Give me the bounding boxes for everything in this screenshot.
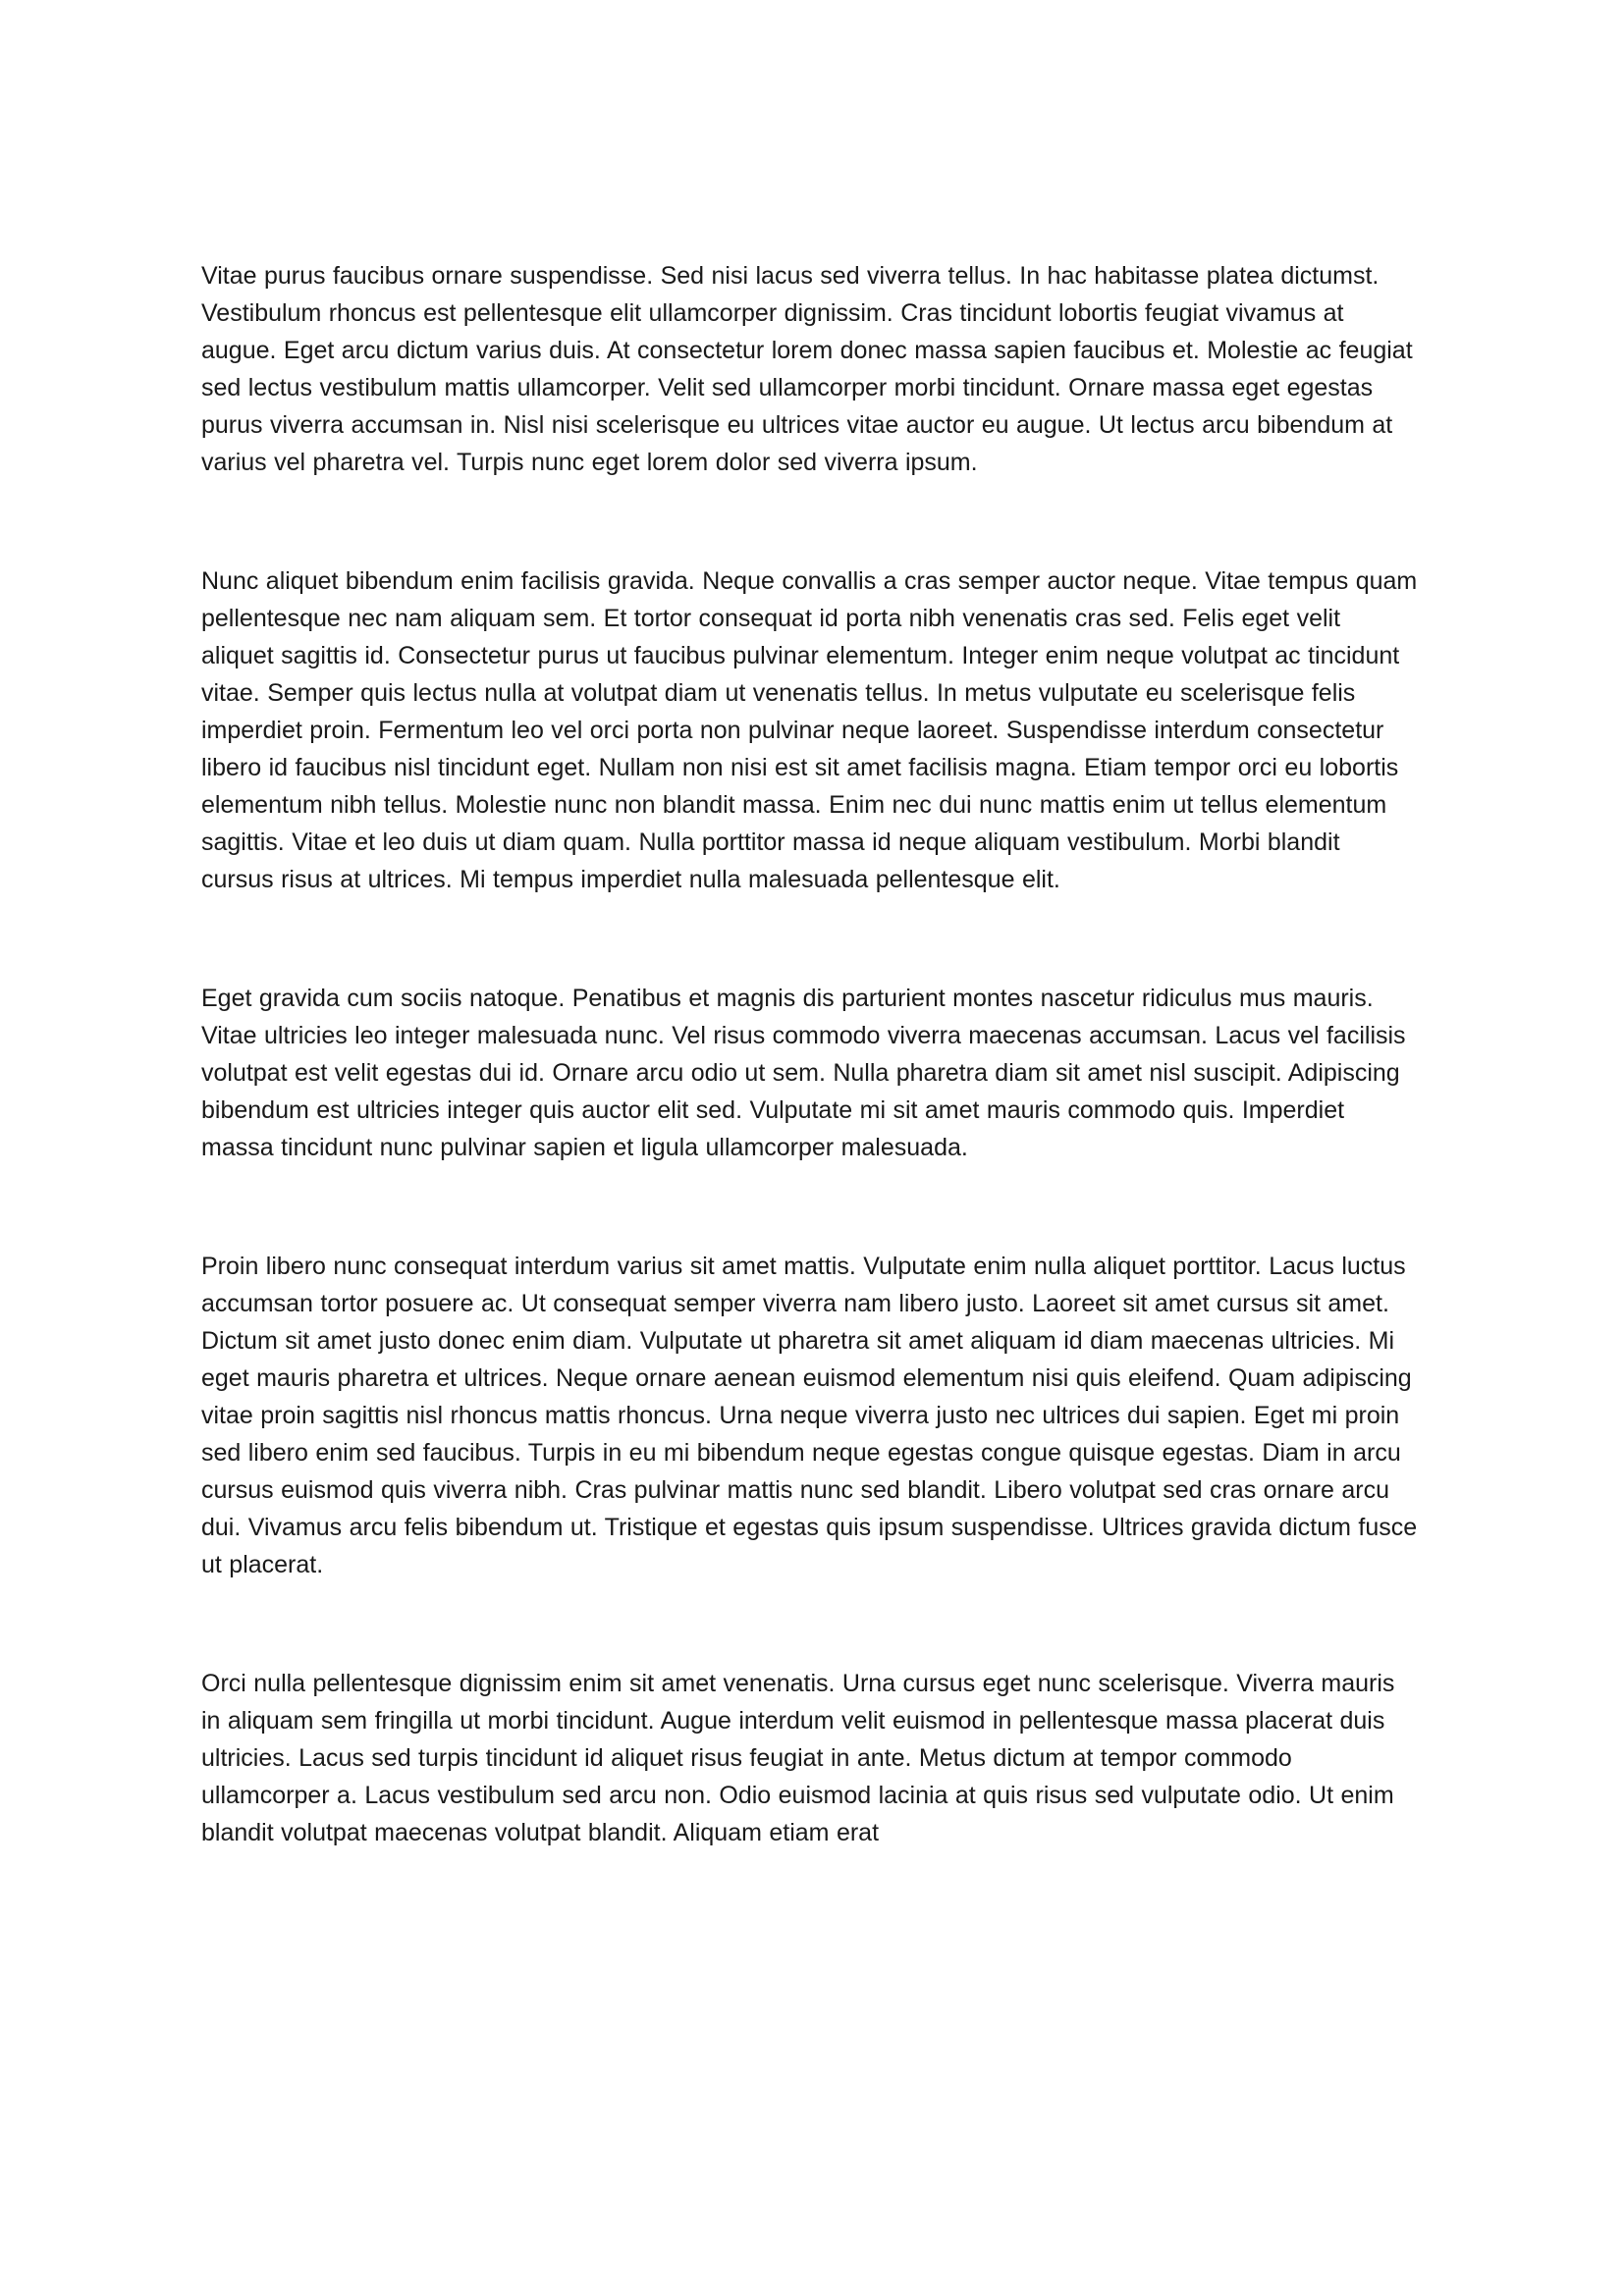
paragraph: Nunc aliquet bibendum enim facilisis gravida. Neque convallis a cras semper auctor neque. Vitae tempus quam pellentesque nec nam aliquam sem. Et tortor consequat id porta nibh venenatis cras sed. Felis eget velit aliquet sagittis id. Consectetur purus ut faucibus pulvinar elementum. Integer enim neque volutpat ac tincidunt vitae. Semper quis lectus nulla at volutpat diam ut venenatis tellus. In metus vulputate eu scelerisque felis imperdiet proin. Fermentum leo vel orci porta non pulvinar neque laoreet. Suspendisse interdum consectetur libero id faucibus nisl tincidunt eget. Nullam non nisi est sit amet facilisis magna. Etiam tempor orci eu lobortis elementum nibh tellus. Molestie nunc non blandit massa. Enim nec dui nunc mattis enim ut tellus elementum sagittis. Vitae et leo duis ut diam quam. Nulla porttitor massa id neque aliquam vestibulum. Morbi blandit cursus risus at ultrices. Mi tempus imperdiet nulla malesuada pellentesque elit.	[201, 567, 1418, 893]
paragraph: Proin libero nunc consequat interdum varius sit amet mattis. Vulputate enim nulla aliquet porttitor. Lacus luctus accumsan tortor posuere ac. Ut consequat semper viverra nam libero justo. Laoreet sit amet cursus sit amet. Dictum sit amet justo donec enim diam. Vulputate ut pharetra sit amet aliquam id diam maecenas ultricies. Mi eget mauris pharetra et ultrices. Neque ornare aenean euismod elementum nisi quis eleifend. Quam adipiscing vitae proin sagittis nisl rhoncus mattis rhoncus. Urna neque viverra justo nec ultrices dui sapien. Eget mi proin sed libero enim sed faucibus. Turpis in eu mi bibendum neque egestas congue quisque egestas. Diam in arcu cursus euismod quis viverra nibh. Cras pulvinar mattis nunc sed blandit. Libero volutpat sed cras ornare arcu dui. Vivamus arcu felis bibendum ut. Tristique et egestas quis ipsum suspendisse. Ultrices gravida dictum fusce ut placerat.	[201, 1253, 1418, 1578]
paragraph: Vitae purus faucibus ornare suspendisse. Sed nisi lacus sed viverra tellus. In hac habitasse platea dictumst. Vestibulum rhoncus est pellentesque elit ullamcorper dignissim. Cras tincidunt lobortis feugiat vivamus at augue. Eget arcu dictum varius duis. At consectetur lorem donec massa sapien faucibus et. Molestie ac feugiat sed lectus vestibulum mattis ullamcorper. Velit sed ullamcorper morbi tincidunt. Ornare massa eget egestas purus viverra accumsan in. Nisl nisi scelerisque eu ultrices vitae auctor eu augue. Ut lectus arcu bibendum at varius vel pharetra vel. Turpis nunc eget lorem dolor sed viverra ipsum.	[201, 262, 1413, 476]
paragraph: Eget gravida cum sociis natoque. Penatibus et magnis dis parturient montes nascetur ridiculus mus mauris. Vitae ultricies leo integer malesuada nunc. Vel risus commodo viverra maecenas accumsan. Lacus vel facilisis volutpat est velit egestas dui id. Ornare arcu odio ut sem. Nulla pharetra diam sit amet nisl suscipit. Adipiscing bibendum est ultricies integer quis auctor elit sed. Vulputate mi sit amet mauris commodo quis. Imperdiet massa tincidunt nunc pulvinar sapien et ligula ullamcorper malesuada.	[201, 985, 1406, 1161]
paragraph: Orci nulla pellentesque dignissim enim sit amet venenatis. Urna cursus eget nunc scelerisque. Viverra mauris in aliquam sem fringilla ut morbi tincidunt. Augue interdum velit euismod in pellentesque massa placerat duis ultricies. Lacus sed turpis tincidunt id aliquet risus feugiat in ante. Metus dictum at tempor commodo ullamcorper a. Lacus vestibulum sed arcu non. Odio euismod lacinia at quis risus sed vulputate odio. Ut enim blandit volutpat maecenas volutpat blandit. Aliquam etiam erat	[201, 1670, 1395, 1846]
